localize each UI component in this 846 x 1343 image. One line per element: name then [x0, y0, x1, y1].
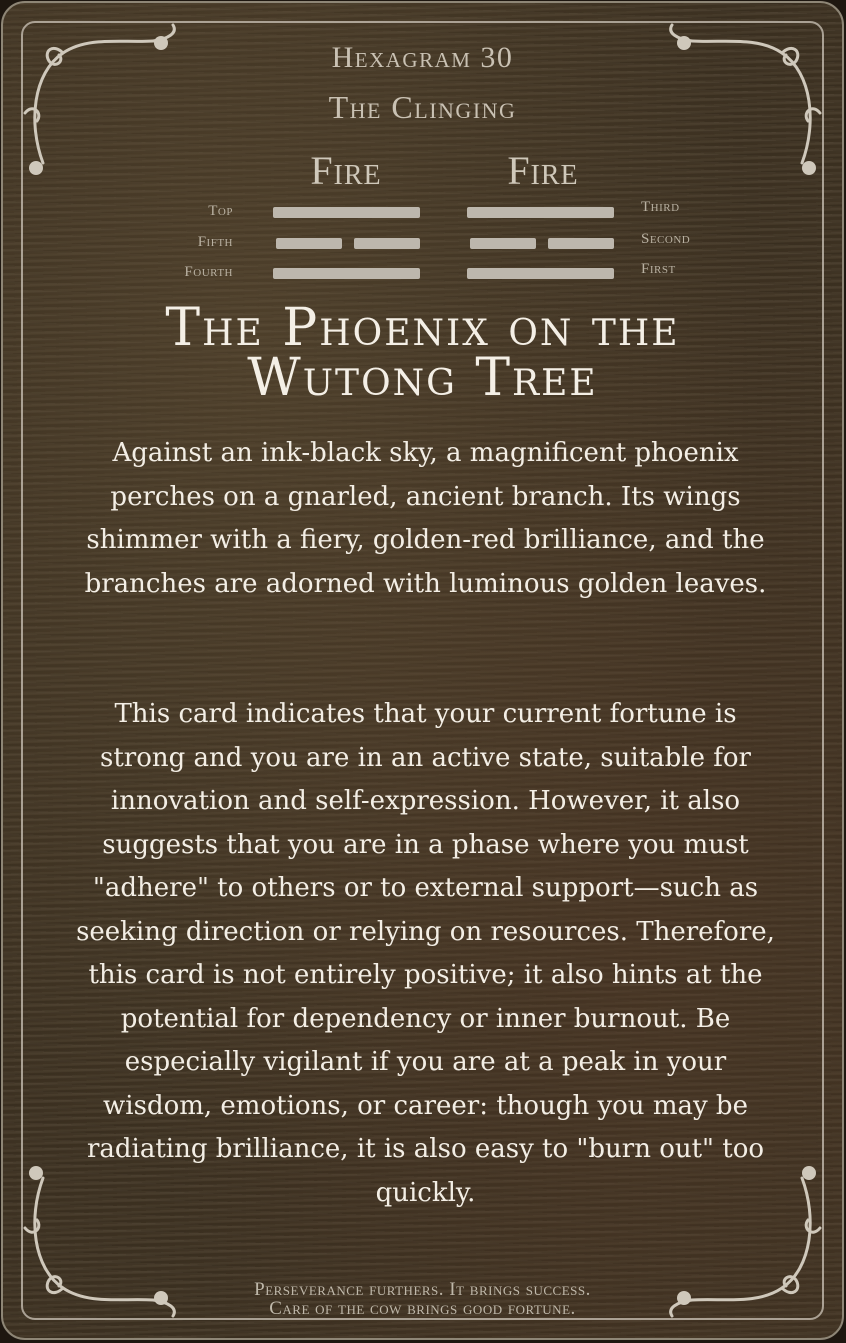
card-title-line-2: Wutong Tree: [247, 348, 598, 408]
hexagram-line-first: [467, 268, 614, 279]
right-trigram-name: Fire: [507, 148, 579, 193]
line-label-top: Top: [208, 203, 233, 219]
line-label-fifth: Fifth: [197, 234, 233, 250]
line-label-fourth: Fourth: [184, 264, 233, 280]
hexagram-line-fifth-right: [354, 238, 420, 249]
oracle-card: [1, 1, 844, 1340]
hexagram-line-fifth-left: [276, 238, 342, 249]
card-interpretation: This card indicates that your current fortune is strong and you are in an active state, suitable for innovation and self-expression. However, it also suggests that you are in a phase where you must "adhere" to others or to external support—such as seeking direction or relying on resources. Therefore, this card is not entirely positive; it also hints at the potential for dependency or inner burnout. Be especially vigilant if you are at a peak in your wisdom, emotions, or career: though you may be radiating brilliance, it is also easy to "burn out" too quickly.: [76, 699, 775, 1208]
card-title-line-1: The Phoenix on the: [165, 298, 680, 358]
line-label-third: Third: [641, 199, 680, 215]
hexagram-number: Hexagram 30: [331, 41, 514, 74]
line-label-first: First: [641, 261, 676, 277]
hexagram-line-third: [467, 207, 614, 218]
card-description: Against an ink-black sky, a magnificent phoenix perches on a gnarled, ancient branch. Its wings shimmer with a fiery, golden-red brilliance, and the branches are adorned with luminous golden leaves.: [84, 438, 767, 599]
hexagram-name: The Clinging: [328, 89, 517, 125]
hexagram-line-second-right: [548, 238, 614, 249]
hexagram-line-second-left: [470, 238, 536, 249]
left-trigram-name: Fire: [310, 148, 382, 193]
hexagram-line-fourth: [273, 268, 420, 279]
line-label-second: Second: [641, 231, 691, 247]
hexagram-line-top: [273, 207, 420, 218]
footer-line-1: Perseverance furthers. It brings success.: [254, 1279, 591, 1300]
card-title: [3, 298, 842, 408]
footer-line-2: Care of the cow brings good fortune.: [269, 1298, 576, 1319]
